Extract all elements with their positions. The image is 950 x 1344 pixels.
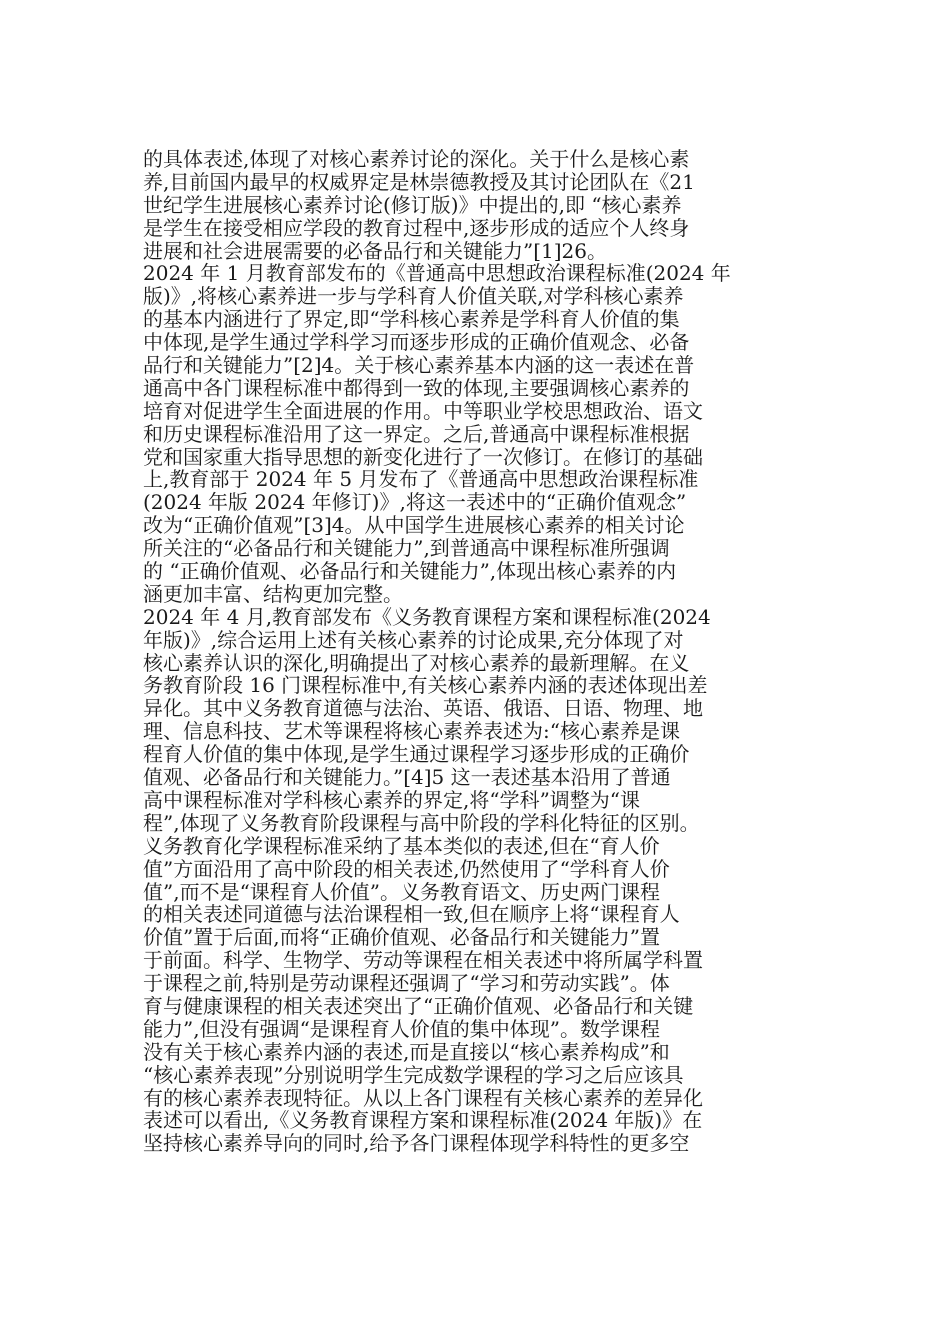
text-line: 值”,而不是“课程育人价值”。义务教育语文、历史两门课程: [143, 879, 661, 904]
text-line: 养,目前国内最早的权威界定是林崇德教授及其讨论团队在《21: [143, 169, 695, 194]
text-line: (2024 年版 2024 年修订)》,将这一表述中的“正确价值观念”: [143, 490, 687, 515]
text-line: 是学生在接受相应学段的教育过程中,逐步形成的适应个人终身: [143, 215, 690, 240]
text-line: 的相关表述同道德与法治课程相一致,但在顺序上将“课程育人: [143, 902, 680, 927]
text-line: 所关注的“必备品行和关键能力”,到普通高中课程标准所强调: [143, 536, 670, 561]
text-line: 品行和关键能力”[2]4。关于核心素养基本内涵的这一表述在普: [143, 353, 695, 378]
text-line: 坚持核心素养导向的同时,给予各门课程体现学科特性的更多空: [143, 1131, 690, 1156]
text-line: 中体现,是学生通过学科学习而逐步形成的正确价值观念、必备: [143, 330, 690, 355]
text-line: 程育人价值的集中体现,是学生通过课程学习逐步形成的正确价: [143, 742, 690, 767]
text-line: 有的核心素养表现特征。从以上各门课程有关核心素养的差异化: [143, 1085, 703, 1110]
text-line: 的 “正确价值观、必备品行和关键能力”,体现出核心素养的内: [143, 559, 677, 584]
text-line: 年版)》,综合运用上述有关核心素养的讨论成果,充分体现了对: [143, 627, 684, 652]
text-line: 世纪学生进展核心素养讨论(修订版)》中提出的,即 “核心素养: [143, 192, 682, 217]
text-line: 价值”置于后面,而将“正确价值观、必备品行和关键能力”置: [143, 925, 661, 950]
text-line: 培育对促进学生全面进展的作用。中等职业学校思想政治、语文: [143, 398, 703, 423]
text-line: 涵更加丰富、结构更加完整。: [143, 581, 403, 606]
text-line: 没有关于核心素养内涵的表述,而是直接以“核心素养构成”和: [143, 1039, 670, 1064]
document-body: [143, 148, 809, 1155]
text-line: 版)》,将核心素养进一步与学科育人价值关联,对学科核心素养: [143, 284, 684, 309]
text-line: 义务教育化学课程标准采纳了基本类似的表述,但在“育人价: [143, 833, 660, 858]
text-line: “核心素养表现”分别说明学生完成数学课程的学习之后应该具: [143, 1062, 684, 1087]
text-line: 育与健康课程的相关表述突出了“正确价值观、必备品行和关键: [143, 993, 694, 1018]
text-line: 值观、必备品行和关键能力。”[4]5 这一表述基本沿用了普通: [143, 765, 671, 790]
text-line: 的具体表述,体现了对核心素养讨论的深化。关于什么是核心素: [143, 147, 690, 171]
text-line: 于前面。科学、生物学、劳动等课程在相关表述中将所属学科置: [143, 948, 703, 973]
text-line: 2024 年 1 月教育部发布的《普通高中思想政治课程标准(2024 年: [143, 261, 731, 286]
text-line: 通高中各门课程标准中都得到一致的体现,主要强调核心素养的: [143, 375, 690, 400]
text-line: 的基本内涵进行了界定,即“学科核心素养是学科育人价值的集: [143, 307, 680, 332]
text-line: 异化。其中义务教育道德与法治、英语、俄语、日语、物理、地: [143, 696, 703, 721]
text-line: 党和国家重大指导思想的新变化进行了一次修订。在修订的基础: [143, 444, 703, 469]
text-line: 值”方面沿用了高中阶段的相关表述,仍然使用了“学科育人价: [143, 856, 670, 881]
text-line: 程”,体现了义务教育阶段课程与高中阶段的学科化特征的区别。: [143, 810, 700, 835]
text-line: 务教育阶段 16 门课程标准中,有关核心素养内涵的表述体现出差: [143, 673, 708, 698]
text-line: 改为“正确价值观”[3]4。从中国学生进展核心素养的相关讨论: [143, 513, 685, 538]
text-line: 和历史课程标准沿用了这一界定。之后,普通高中课程标准根据: [143, 421, 690, 446]
text-line: 2024 年 4 月,教育部发布《义务教育课程方案和课程标准(2024: [143, 604, 711, 629]
text-line: 进展和社会进展需要的必备品行和关键能力”[1]26。: [143, 238, 608, 263]
text-line: 核心素养认识的深化,明确提出了对核心素养的最新理解。在义: [143, 650, 690, 675]
text-line: 理、信息科技、艺术等课程将核心素养表述为:“核心素养是课: [143, 719, 680, 744]
text-line: 高中课程标准对学科核心素养的界定,将“学科”调整为“课: [143, 787, 641, 812]
text-line: 表述可以看出,《义务教育课程方案和课程标准(2024 年版)》在: [143, 1108, 703, 1133]
text-line: 能力”,但没有强调“是课程育人价值的集中体现”。数学课程: [143, 1016, 661, 1041]
text-line: 于课程之前,特别是劳动课程还强调了“学习和劳动实践”。体: [143, 971, 670, 996]
text-line: 上,教育部于 2024 年 5 月发布了《普通高中思想政治课程标准: [143, 467, 699, 492]
